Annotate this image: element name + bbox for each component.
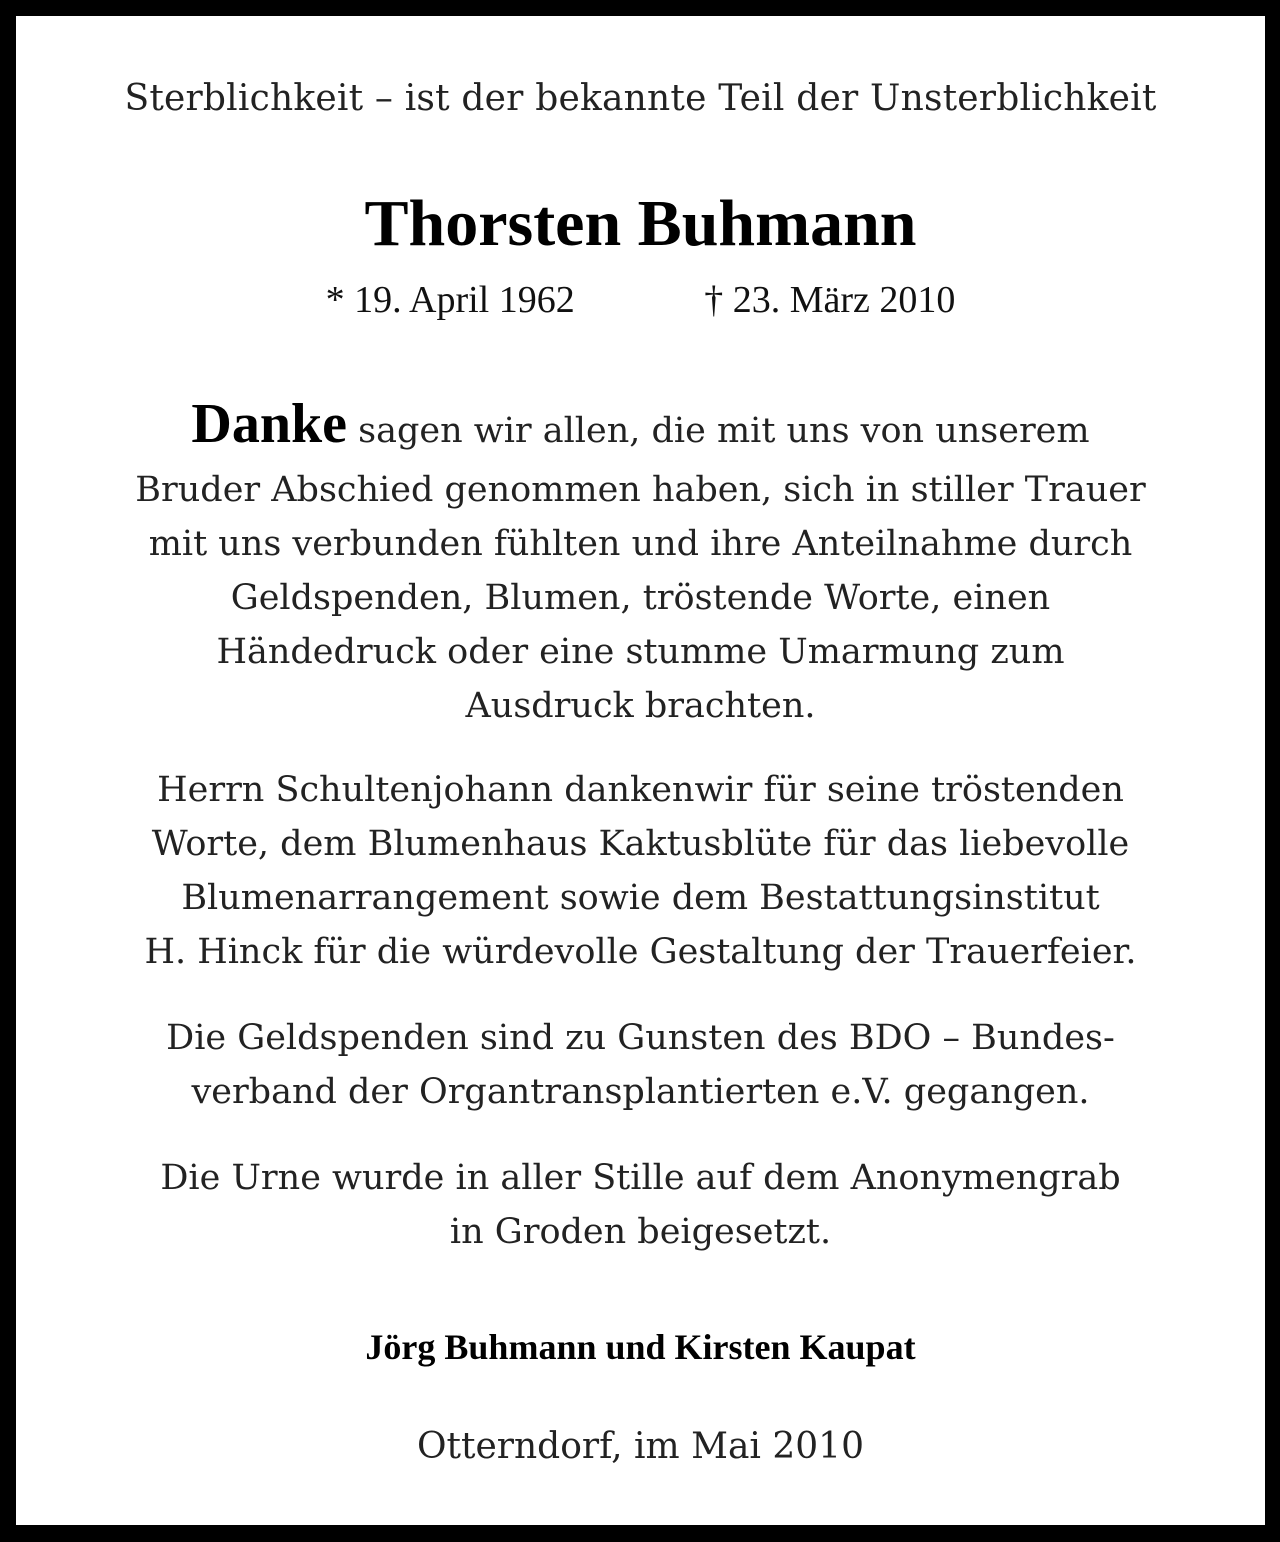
life-dates bbox=[16, 278, 1265, 322]
thanks-text: sagen wir allen, die mit uns von unserem bbox=[358, 411, 1090, 451]
thanks-line-6: Ausdruck brachten. bbox=[465, 686, 816, 726]
acknowledgement-line-4: H. Hinck für die würdevolle Gestaltung der Trauerfeier. bbox=[144, 932, 1137, 972]
signature: Jörg Buhmann und Kirsten Kaupat bbox=[365, 1327, 916, 1367]
motto: Sterblichkeit – ist der bekannte Teil der Unsterblichkeit bbox=[124, 78, 1157, 119]
thanks-line-5: Händedruck oder eine stumme Umarmung zum bbox=[216, 632, 1065, 672]
donations-line-2: verband der Organtransplantierten e.V. gegangen. bbox=[191, 1072, 1090, 1112]
thanks-line-3: mit uns verbunden fühlten und ihre Anteilnahme durch bbox=[148, 524, 1133, 564]
deceased-name: Thorsten Buhmann bbox=[364, 187, 917, 260]
obituary-notice bbox=[16, 16, 1265, 1525]
donations-line-1: Die Geldspenden sind zu Gunsten des BDO – Bundes- bbox=[166, 1018, 1115, 1058]
thanks-line-4: Geldspenden, Blumen, tröstende Worte, einen bbox=[230, 578, 1051, 618]
birth-date: * 19. April 1962 bbox=[325, 279, 575, 321]
thanks-line-1 bbox=[16, 392, 1265, 456]
acknowledgement-line-2: Worte, dem Blumenhaus Kaktusblüte für das liebevolle bbox=[151, 824, 1130, 864]
burial-line-2: in Groden beigesetzt. bbox=[449, 1212, 832, 1252]
death-date: † 23. März 2010 bbox=[704, 279, 956, 321]
danke-word: Danke bbox=[191, 393, 347, 455]
acknowledgement-line-3: Blumenarrangement sowie dem Bestattungsinstitut bbox=[181, 878, 1100, 918]
burial-line-1: Die Urne wurde in aller Stille auf dem Anonymengrab bbox=[160, 1158, 1121, 1198]
acknowledgement-line-1: Herrn Schultenjohann dankenwir für seine tröstenden bbox=[157, 770, 1124, 810]
thanks-line-2: Bruder Abschied genommen haben, sich in stiller Trauer bbox=[135, 470, 1146, 510]
place-and-date: Otterndorf, im Mai 2010 bbox=[417, 1426, 864, 1467]
